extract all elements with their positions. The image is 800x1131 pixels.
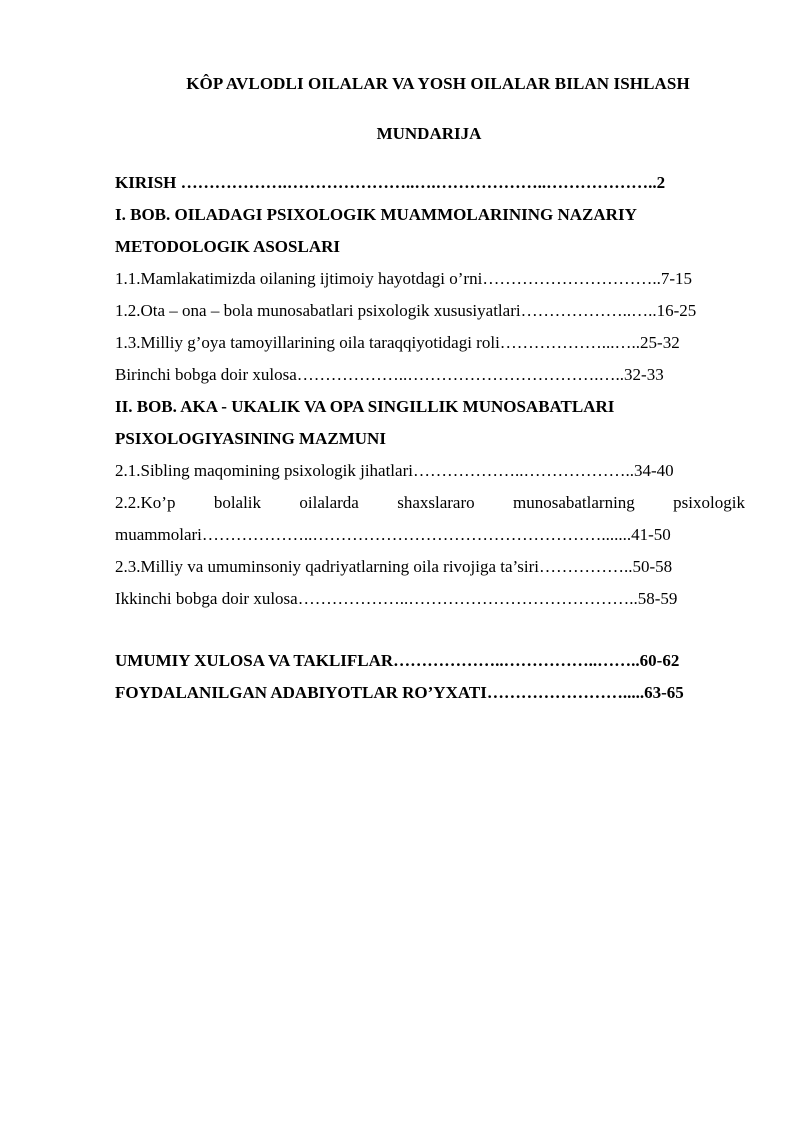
toc-chapter-2-title-line-2: PSIXOLOGIYASINING MAZMUNI: [115, 429, 386, 448]
toc-heading: MUNDARIJA: [376, 124, 482, 143]
toc-entry-1-1: 1.1.Mamlakatimizda oilaning ijtimoiy hayotdagi o’rni…………………………..7-15: [115, 269, 692, 288]
toc-chapter-1-title-line-2: METODOLOGIK ASOSLARI: [115, 237, 340, 256]
toc-entry-2-2-word: bolalik: [213, 493, 262, 512]
toc-entry-chapter-2-conclusion: Ikkinchi bobga doir xulosa………………..…………………………………..58-59: [115, 589, 678, 608]
toc-entry-chapter-1-conclusion: Birinchi bobga doir xulosa………………..…………………………….…..32-33: [115, 365, 664, 384]
toc-entry-2-2-word: oilalarda: [299, 493, 359, 512]
toc-entry-2-2-line-1: [115, 487, 745, 519]
toc-entry-2-3: 2.3.Milliy va umuminsoniy qadriyatlarning oila rivojiga ta’siri……………..50-58: [115, 557, 673, 576]
toc-entry-1-2: 1.2.Ota – ona – bola munosabatlari psixologik xususiyatlari………………..…..16-25: [115, 301, 697, 320]
toc-entry-kirish: KIRISH ……………….…………………..….………………..………………..2: [115, 173, 666, 192]
toc-chapter-2-title-line-1: II. BOB. AKA - UKALIK VA OPA SINGILLIK MUNOSABATLARI: [115, 397, 615, 416]
toc-entry-references: FOYDALANILGAN ADABIYOTLAR RO’YXATI…………………….....63-65: [115, 683, 684, 702]
toc-entry-2-2-word: psixologik: [673, 493, 745, 512]
toc-chapter-1-title-line-1: I. BOB. OILADAGI PSIXOLOGIK MUAMMOLARINING NAZARIY: [115, 205, 637, 224]
toc-spacer: [115, 615, 745, 645]
toc-entry-2-1: 2.1.Sibling maqomining psixologik jihatlari………………..………………..34-40: [115, 461, 674, 480]
toc-entry-2-2-word: 2.2.Ko’p: [115, 493, 176, 512]
table-of-contents: [115, 167, 745, 709]
toc-entry-1-3: 1.3.Milliy g’oya tamoyillarining oila taraqqiyotidagi roli………………...…..25-32: [115, 333, 680, 352]
toc-entry-2-2-word: shaxslararo: [397, 493, 475, 512]
toc-entry-2-2-line-2: muammolari………………..…………………………………………….......41-50: [115, 525, 671, 544]
toc-entry-general-conclusion: UMUMIY XULOSA VA TAKLIFLAR………………..……………..……..60-62: [115, 651, 680, 670]
page-title: KÔP AVLODLI OILALAR VA YOSH OILALAR BILAN ISHLASH: [186, 74, 690, 93]
toc-entry-2-2-word: munosabatlarning: [513, 493, 635, 512]
